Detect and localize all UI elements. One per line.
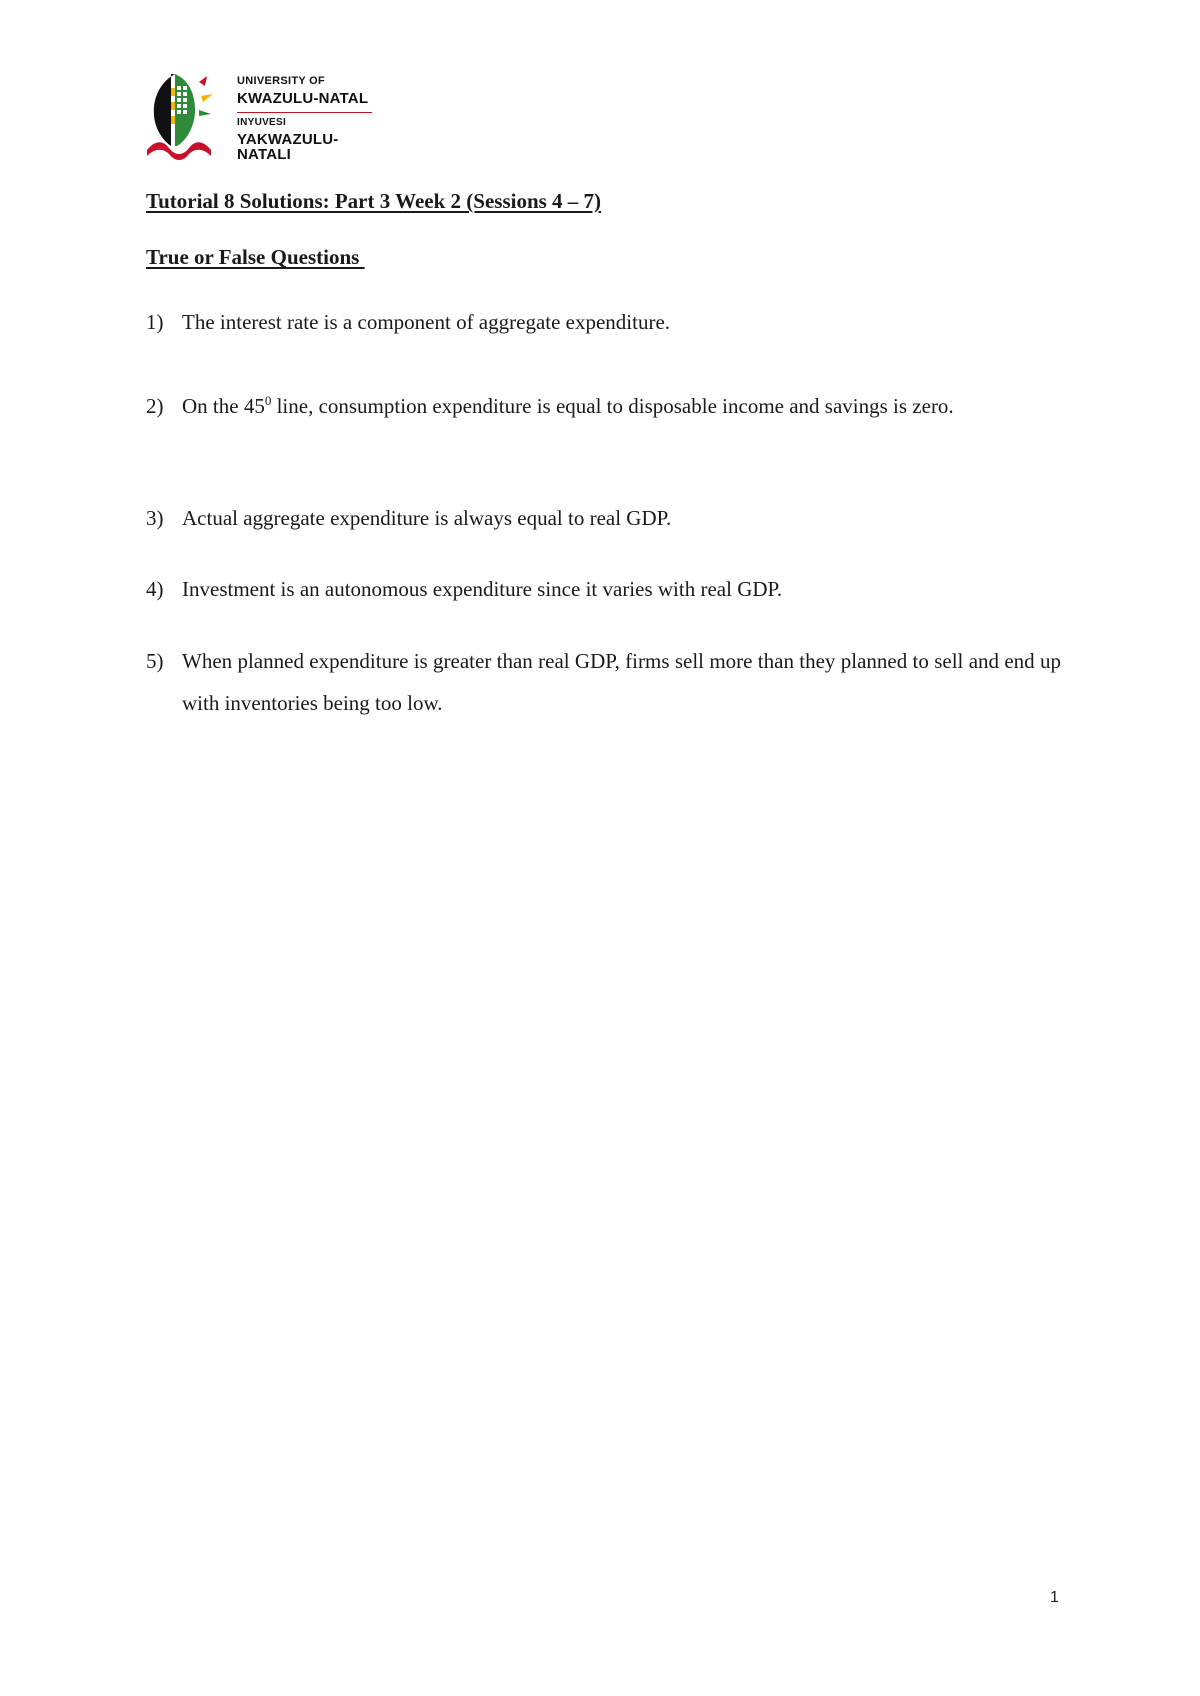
question-2: [146, 385, 1061, 469]
question-text: The interest rate is a component of aggregate expenditure.: [182, 310, 671, 334]
question-number: 2): [146, 394, 164, 418]
question-number: 5): [146, 649, 164, 673]
page-number: 1: [1050, 1589, 1059, 1606]
question-text: When planned expenditure is greater than real GDP, firms sell more than they planned to sell and end up with inventories being too low.: [182, 649, 1061, 715]
document-title: Tutorial 8 Solutions: Part 3 Week 2 (Sessions 4 – 7): [146, 189, 602, 213]
logo-wordmark: [237, 76, 375, 162]
degree-superscript: 0: [264, 393, 272, 408]
question-text: Actual aggregate expenditure is always equal to real GDP.: [182, 506, 672, 530]
question-4: [146, 568, 1061, 610]
question-5: [146, 640, 1061, 724]
question-text-before: On the 45: [182, 394, 265, 418]
logo-divider: [237, 112, 372, 113]
section-heading: True or False Questions: [146, 245, 365, 269]
question-text-after: line, consumption expenditure is equal to disposable income and savings is zero.: [271, 394, 954, 418]
question-number: 4): [146, 577, 164, 601]
question-number: 1): [146, 310, 164, 334]
logo-line-inyuvesi: INYUVESI: [237, 117, 287, 128]
question-text: Investment is an autonomous expenditure since it varies with real GDP.: [182, 577, 783, 601]
question-text: [182, 385, 1061, 427]
logo-line-yakwazulu-natali: YAKWAZULU-NATALI: [237, 131, 339, 163]
question-number: 3): [146, 506, 164, 530]
logo-line-university-of: UNIVERSITY OF: [237, 75, 326, 87]
logo-line-kwazulu-natal: KWAZULU-NATAL: [237, 90, 369, 107]
shield-emblem-icon: [145, 70, 237, 162]
question-3: [146, 497, 1061, 539]
university-logo: [145, 70, 375, 162]
question-1: [146, 301, 1061, 343]
